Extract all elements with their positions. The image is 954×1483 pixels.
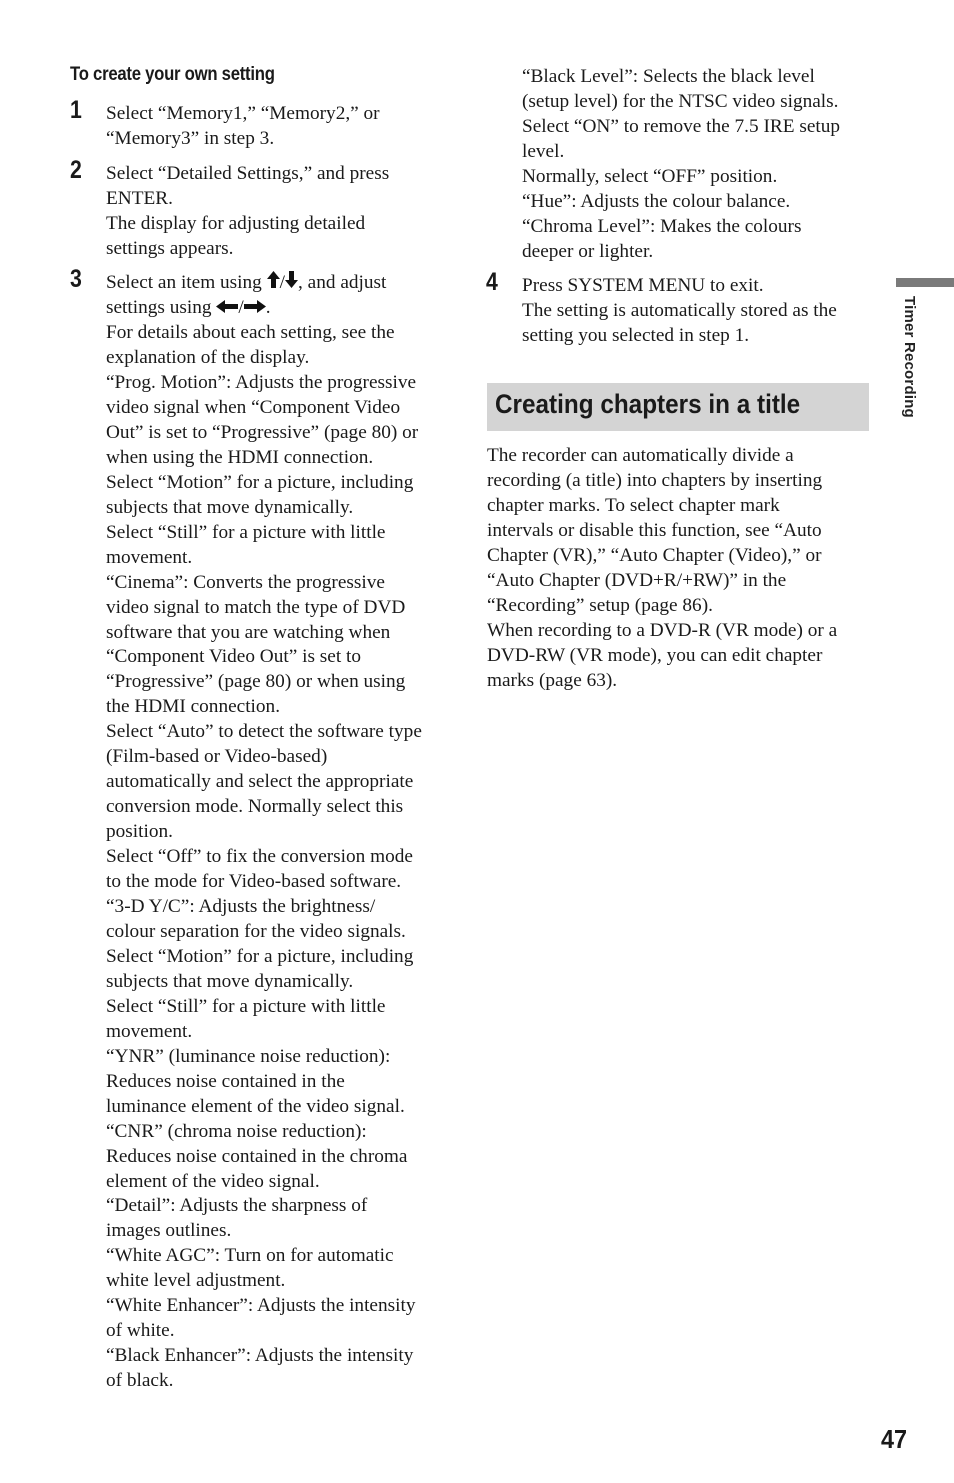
step-line: “Black Level”: Selects the black level — [522, 66, 815, 87]
section-body — [487, 444, 837, 694]
step-line: colour separation for the video signals. — [106, 920, 406, 942]
step-line: The display for adjusting detailed — [106, 212, 366, 234]
step-line: video signal when “Component Video — [106, 396, 401, 418]
step-line: “3-D Y/C”: Adjusts the brightness/ — [106, 896, 376, 918]
step-line: movement. — [106, 546, 193, 568]
step-line: white level adjustment. — [106, 1270, 286, 1292]
step-line: “Prog. Motion”: Adjusts the progressive — [106, 372, 417, 393]
step-number: 3 — [70, 265, 82, 293]
step-line: Reduces noise contained in the chroma — [106, 1145, 408, 1167]
step-line: The setting is automatically stored as the — [522, 299, 837, 321]
body-line: intervals or disable this function, see “Auto — [487, 519, 822, 541]
step-line: “White Enhancer”: Adjusts the intensity — [106, 1295, 416, 1317]
step-line: when using the HDMI connection. — [106, 446, 374, 468]
body-line: “Recording” setup (page 86). — [487, 594, 713, 616]
step-line: ENTER. — [106, 187, 173, 209]
step-line: subjects that move dynamically. — [106, 496, 354, 518]
step-line: “Cinema”: Converts the progressive — [106, 571, 385, 593]
right-arrow-icon — [244, 296, 266, 321]
step-line: Select “ON” to remove the 7.5 IRE setup — [522, 115, 841, 137]
body-line: When recording to a DVD-R (VR mode) or a — [487, 619, 838, 641]
step-line: Select “Motion” for a picture, including — [106, 471, 414, 493]
step-line: “Black Enhancer”: Adjusts the intensity — [106, 1345, 414, 1367]
body-line: DVD-RW (VR mode), you can edit chapter — [487, 644, 823, 666]
step-line: “YNR” (luminance noise reduction): — [106, 1045, 391, 1067]
step-line: (setup level) for the NTSC video signals. — [522, 90, 839, 112]
step-line: Press SYSTEM MENU to exit. — [522, 275, 764, 296]
side-tab-label: Timer Recording — [901, 296, 918, 418]
step-line: Select “Memory1,” “Memory2,” or — [106, 103, 380, 124]
step-line: of white. — [106, 1320, 175, 1342]
step-line: video signal to match the type of DVD — [106, 596, 406, 618]
body-line: The recorder can automatically divide a — [487, 445, 794, 466]
step-line: Normally, select “OFF” position. — [522, 165, 778, 187]
step-line: software that you are watching when — [106, 621, 391, 643]
step-line: deeper or lighter. — [522, 240, 654, 262]
step-line: Select “Detailed Settings,” and press — [106, 163, 390, 184]
step-line: automatically and select the appropriate — [106, 771, 414, 793]
section-title: Creating chapters in a title — [495, 389, 801, 419]
step-line: setting you selected in step 1. — [522, 324, 750, 346]
step-line: position. — [106, 821, 173, 843]
step-line: For details about each setting, see the — [106, 322, 395, 344]
step-line: “White AGC”: Turn on for automatic — [106, 1245, 394, 1267]
step-line: Reduces noise contained in the — [106, 1070, 345, 1092]
step-line: “Component Video Out” is set to — [106, 646, 362, 668]
step-line: to the mode for Video-based software. — [106, 871, 402, 893]
step-line: Select “Still” for a picture with little — [106, 995, 386, 1017]
step-line: level. — [522, 140, 565, 162]
left-arrow-icon — [216, 296, 238, 321]
step-line: “Detail”: Adjusts the sharpness of — [106, 1195, 368, 1217]
down-arrow-icon — [285, 271, 298, 296]
step-line: explanation of the display. — [106, 347, 310, 369]
step-body — [522, 65, 840, 265]
body-line: Chapter (VR),” “Auto Chapter (Video),” or — [487, 544, 822, 566]
step-line: “Progressive” (page 80) or when using — [106, 671, 406, 693]
step-line: “Hue”: Adjusts the colour balance. — [522, 190, 791, 212]
body-line: “Auto Chapter (DVD+R/+RW)” in the — [487, 569, 787, 591]
step-line: images outlines. — [106, 1220, 232, 1242]
step-line: (Film-based or Video-based) — [106, 746, 328, 768]
step-body — [522, 274, 837, 349]
step-body — [106, 102, 380, 152]
step-line: movement. — [106, 1020, 193, 1042]
side-tab-bar — [896, 278, 954, 287]
step-line: “Chroma Level”: Makes the colours — [522, 215, 802, 237]
step-line: Select “Motion” for a picture, including — [106, 945, 414, 967]
step-line: “Memory3” in step 3. — [106, 127, 275, 149]
step-line: “CNR” (chroma noise reduction): — [106, 1120, 367, 1142]
step-line: the HDMI connection. — [106, 696, 281, 718]
step-line: settings appears. — [106, 237, 234, 259]
body-line: chapter marks. To select chapter mark — [487, 494, 780, 516]
step-line: Select an item using / , and adjust — [106, 271, 422, 296]
step-line: subjects that move dynamically. — [106, 970, 354, 992]
step-line: Select “Auto” to detect the software type — [106, 721, 422, 743]
up-arrow-icon — [267, 271, 280, 296]
body-line: marks (page 63). — [487, 669, 618, 691]
step-line: Select “Still” for a picture with little — [106, 521, 386, 543]
step-line: Out” is set to “Progressive” (page 80) or — [106, 421, 419, 443]
step-line: conversion mode. Normally select this — [106, 796, 404, 818]
step-line: Select “Off” to fix the conversion mode — [106, 846, 413, 868]
body-line: recording (a title) into chapters by inserting — [487, 469, 823, 491]
step-line: element of the video signal. — [106, 1170, 320, 1192]
step-body — [106, 271, 422, 1394]
subheading: To create your own setting — [70, 64, 275, 85]
step-number: 1 — [70, 96, 82, 124]
step-line: of black. — [106, 1370, 174, 1392]
step-line: settings using / . — [106, 296, 422, 321]
step-line: luminance element of the video signal. — [106, 1095, 405, 1117]
step-body — [106, 162, 389, 262]
step-number: 4 — [486, 268, 498, 296]
step-number: 2 — [70, 156, 82, 184]
section-heading-bar — [487, 383, 869, 431]
page-number: 47 — [881, 1424, 908, 1454]
